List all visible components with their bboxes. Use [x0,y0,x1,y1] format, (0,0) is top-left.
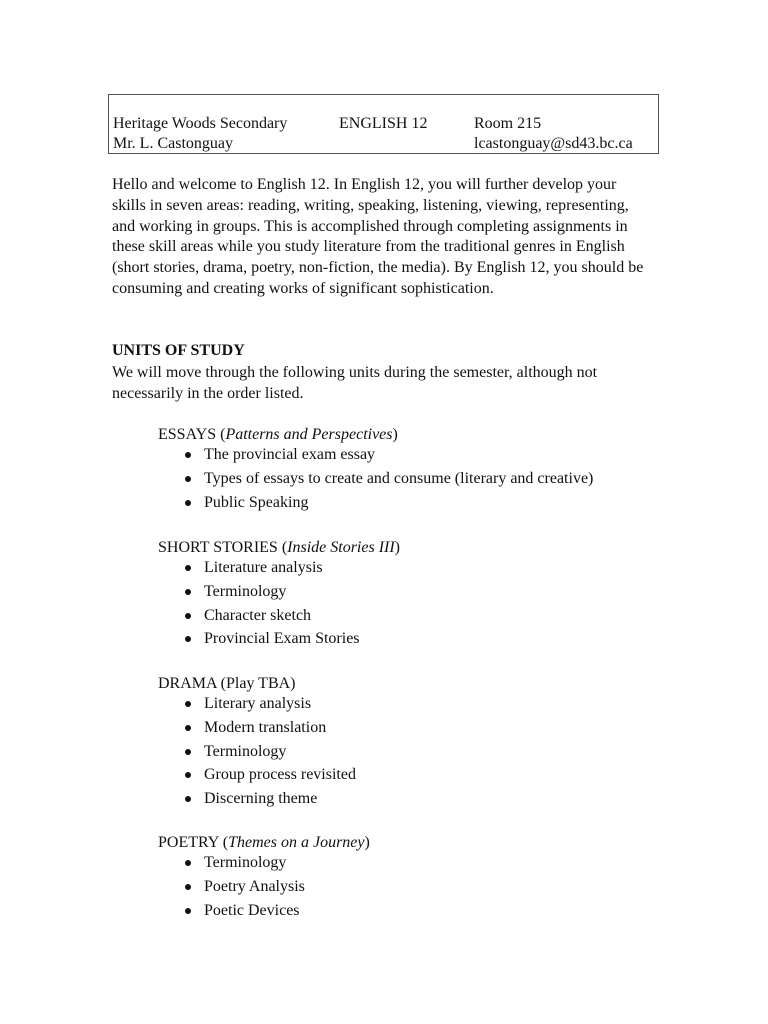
list-item-text: Terminology [204,582,287,600]
bullet-icon [185,725,191,731]
unit-essays [158,425,658,516]
list-item [158,742,658,766]
list-item [158,558,658,582]
list-item-text: Modern translation [204,718,327,736]
list-item-text: Literary analysis [204,695,312,712]
unit-paren-close: ) [392,426,398,443]
unit-title [158,538,658,558]
bullet-icon [185,796,191,802]
unit-paren-open: ( [216,426,226,443]
intro-paragraph: Hello and welcome to English 12. In English 12, you will further develop your skills in seven areas: reading, writing, speaking, listening, viewing, representing, and working in groups. This is accomplished through completing assignments in these skill areas while you study literature from the traditional genres in English (short stories, drama, poetry, non-fiction, the media). By English 12, you should be consuming and creating works of significant sophistication. [112,176,644,297]
list-item-text: Terminology [204,742,287,760]
bullet-icon [185,613,191,619]
bullet-icon [185,500,191,506]
bullet-icon [185,860,191,866]
unit-paren-open: ( [277,539,288,556]
list-item-text: Provincial Exam Stories [204,630,360,648]
bullet-icon [185,701,191,707]
unit-textbook: Inside Stories III [287,539,395,556]
unit-textbook: Themes on a Journey [228,834,365,851]
teacher-email: lcastonguay@sd43.bc.ca [474,135,633,152]
list-item [158,901,658,925]
unit-paren-close: ) [364,834,370,851]
list-item-text: Poetry Analysis [204,877,305,895]
list-item [158,718,658,742]
unit-short-stories [158,538,658,653]
units-heading: UNITS OF STUDY [112,342,245,359]
unit-name: DRAMA (Play TBA) [158,675,296,692]
unit-title [158,833,658,853]
list-item-text: The provincial exam essay [204,446,376,463]
course-name: ENGLISH 12 [339,115,428,132]
list-item [158,606,658,630]
unit-topic-list [158,853,658,924]
room-number: Room 215 [474,115,542,132]
list-item-text: Group process revisited [204,766,356,784]
course-header-box [108,94,659,154]
bullet-icon [185,565,191,571]
unit-poetry [158,833,658,924]
list-item [158,853,658,877]
list-item [158,582,658,606]
unit-drama [158,674,658,813]
list-item-text: Discerning theme [204,790,318,808]
bullet-icon [185,589,191,595]
bullet-icon [185,452,191,458]
list-item [158,877,658,901]
list-item [158,789,658,813]
list-item [158,765,658,789]
unit-name: ESSAYS [158,426,217,443]
list-item-text: Character sketch [204,606,312,624]
unit-topic-list [158,558,658,653]
unit-paren-close: ) [394,539,400,556]
unit-title [158,425,658,445]
list-item [158,694,658,718]
list-item-text: Terminology [204,854,287,871]
list-item-text: Poetic Devices [204,901,300,919]
list-item-text: Public Speaking [204,493,309,511]
bullet-icon [185,908,191,914]
school-name: Heritage Woods Secondary [113,115,288,132]
list-item-text: Literature analysis [204,559,323,576]
list-item [158,469,658,493]
units-intro: We will move through the following units during the semester, although not necessarily in the order listed. [112,364,598,402]
unit-title [158,674,658,694]
bullet-icon [185,772,191,778]
bullet-icon [185,749,191,755]
unit-topic-list [158,694,658,813]
list-item-text: Types of essays to create and consume (literary and creative) [204,469,594,487]
bullet-icon [185,884,191,890]
bullet-icon [185,476,191,482]
unit-name: SHORT STORIES [158,539,278,556]
list-item [158,629,658,653]
unit-textbook: Patterns and Perspectives [225,426,393,443]
unit-paren-open: ( [218,834,229,851]
bullet-icon [185,636,191,642]
list-item [158,493,658,517]
list-item [158,445,658,469]
teacher-name: Mr. L. Castonguay [113,135,233,152]
unit-topic-list [158,445,658,516]
unit-name: POETRY [158,834,219,851]
